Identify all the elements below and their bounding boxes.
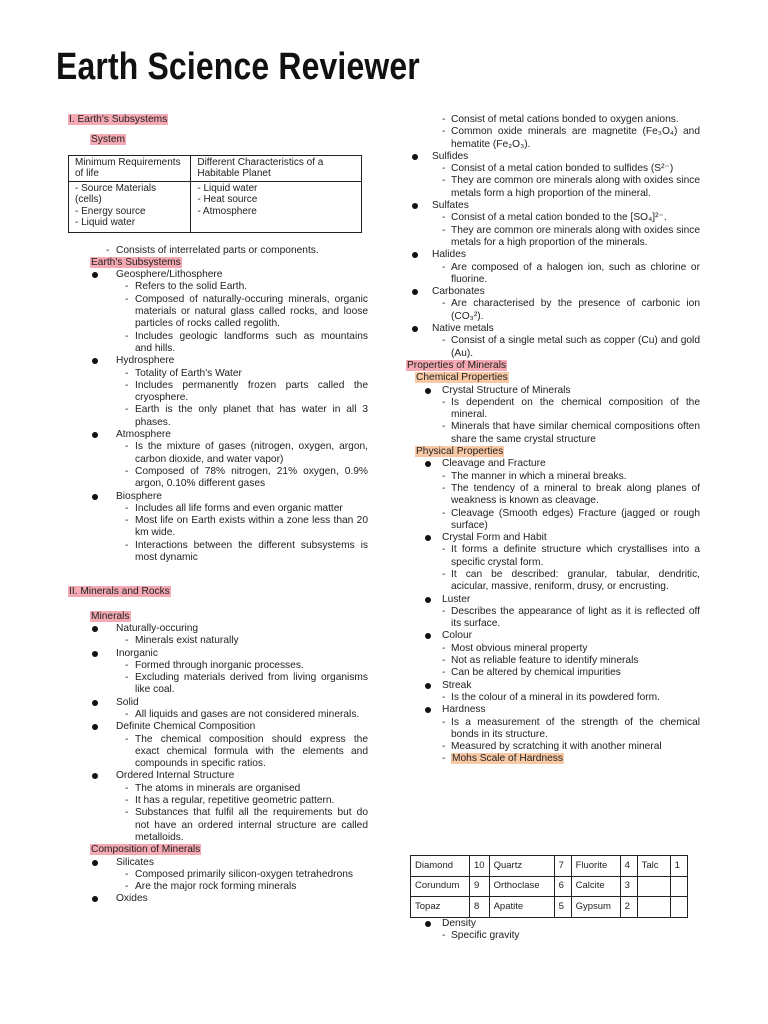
mineral-class: Carbonates	[406, 286, 700, 298]
physical-properties-heading: Physical Properties	[416, 446, 504, 458]
list-item: - It forms a definite structure which crystallises into a specific crystal form.	[406, 544, 700, 569]
system-label: System	[91, 134, 125, 146]
property-name: Cleavage and Fracture	[406, 458, 700, 470]
property-name: Hardness	[406, 704, 700, 716]
list-item: - Common oxide minerals are magnetite (Fe₃O₄) and hematite (Fe₂O₃).	[406, 126, 700, 151]
table-cell: Corundum	[411, 876, 470, 897]
table-cell	[637, 897, 670, 918]
list-item: - Refers to the solid Earth.	[68, 281, 368, 293]
list-item: - Are characterised by the presence of carbonic ion (CO₃²).	[406, 298, 700, 323]
table-cell	[637, 876, 670, 897]
list-item: - They are common ore minerals along with oxides since metals form a high proportion of the mineral.	[406, 175, 700, 200]
left-column	[68, 114, 368, 906]
list-item: - It can be described: granular, tabular, dendritic, acicular, massive, reniform, drusy, or encrusting.	[406, 569, 700, 594]
section-heading-minerals-rocks: II. Minerals and Rocks	[69, 586, 170, 598]
list-item: - Excluding materials derived from living organisms like coal.	[68, 672, 368, 697]
list-item: - Not as reliable feature to identify minerals	[406, 655, 700, 667]
list-item: - Consist of a single metal such as copper (Cu) and gold (Au).	[406, 335, 700, 360]
list-item: - Consist of metal cations bonded to oxygen anions.	[406, 114, 700, 126]
mineral-criterion: Solid	[68, 697, 368, 709]
list-item: - Are the major rock forming minerals	[68, 881, 368, 893]
table-cell: Talc	[637, 856, 670, 877]
mineral-class: Oxides	[68, 893, 368, 905]
table-row	[69, 181, 362, 232]
list-item: - Substances that fulfil all the requirements but do not have an ordered internal structure are called metalloids.	[68, 807, 368, 844]
list-item: - Composed primarily silicon-oxygen tetrahedrons	[68, 869, 368, 881]
property-name: Crystal Form and Habit	[406, 532, 700, 544]
list-item: - Earth is the only planet that has water in all 3 phases.	[68, 404, 368, 429]
table-cell-line: - Atmosphere	[197, 205, 257, 217]
list-item: - The atoms in minerals are organised	[68, 783, 368, 795]
list-item: - Describes the appearance of light as it is reflected off its surface.	[406, 606, 700, 631]
section-heading-subsystems: I. Earth's Subsystems	[69, 114, 168, 125]
list-item: - They are common ore minerals along with oxides since metals for a high proportion of the minerals.	[406, 225, 700, 250]
requirements-table	[68, 155, 362, 233]
composition-heading: Composition of Minerals	[91, 844, 201, 856]
table-header: Minimum Requirements of life	[69, 155, 191, 181]
subsystem-name: Geosphere/Lithosphere	[68, 269, 368, 281]
table-cell: Diamond	[411, 856, 470, 877]
list-item: - Measured by scratching it with another mineral	[406, 741, 700, 753]
page-title: Earth Science Reviewer	[56, 46, 420, 88]
minerals-heading: Minerals	[91, 610, 130, 622]
system-note: - Consists of interrelated parts or components.	[68, 245, 368, 257]
table-cell: Topaz	[411, 897, 470, 918]
table-cell	[670, 876, 687, 897]
list-item: - Includes permanently frozen parts called the cryosphere.	[68, 380, 368, 405]
table-cell-line: - Liquid water	[197, 182, 258, 194]
list-item: - The manner in which a mineral breaks.	[406, 471, 700, 483]
mohs-hardness-table	[410, 855, 688, 918]
list-item: - Consist of a metal cation bonded to the [SO₄]²⁻.	[406, 212, 700, 224]
table-row	[69, 155, 362, 181]
list-item: - Most obvious mineral property	[406, 643, 700, 655]
property-name: Luster	[406, 594, 700, 606]
list-item: - Totality of Earth's Water	[68, 368, 368, 380]
list-item: - Minerals exist naturally	[68, 635, 368, 647]
table-cell: 8	[470, 897, 490, 918]
list-item: - Is a measurement of the strength of the chemical bonds in its structure.	[406, 717, 700, 742]
table-cell: Apatite	[489, 897, 554, 918]
table-cell: Fluorite	[571, 856, 620, 877]
table-cell: Quartz	[489, 856, 554, 877]
subsystem-name: Biosphere	[68, 491, 368, 503]
table-cell: 7	[554, 856, 571, 877]
list-item: - Can be altered by chemical impurities	[406, 667, 700, 679]
table-cell: Calcite	[571, 876, 620, 897]
table-cell-line: - Heat source	[197, 194, 258, 206]
mineral-class: Sulfates	[406, 200, 700, 212]
subsystems-heading: Earth's Subsystems	[91, 256, 181, 268]
property-name: Colour	[406, 630, 700, 642]
table-row	[411, 897, 688, 918]
list-item: - Minerals that have similar chemical compositions often share the same crystal structure	[406, 421, 700, 446]
list-item: - Composed of naturally-occuring minerals, organic materials or natural glass called rocks, and loose particles of rocks called regolith.	[68, 294, 368, 331]
mohs-scale-heading: Mohs Scale of Hardness	[452, 753, 563, 765]
table-header: Different Characteristics of a Habitable Planet	[191, 155, 362, 181]
subsystem-name: Atmosphere	[68, 429, 368, 441]
table-cell: 4	[620, 856, 637, 877]
list-item: - Is the mixture of gases (nitrogen, oxygen, argon, carbon dioxide, and water vapor)	[68, 441, 368, 466]
mineral-criterion: Inorganic	[68, 648, 368, 660]
table-cell: 5	[554, 897, 571, 918]
right-column: - Consist of metal cations bonded to oxygen anions. - Common oxide minerals are magnetite (Fe₃O₄) and hematite (Fe₂O₃). Sulfides - Consist of a metal cation bonded to sulfides (S²⁻) - They are common ore minerals along with oxides since metals form a high proportion of the mineral. Sulfates - Consist of a metal cation bonded to the [SO₄]²⁻. - They are common ore minerals along with oxides since metals for a high proportion of the minerals. Halides - Are composed of a halogen ion, such as chlorine or fluorine. Carbonates - Are characterised by the presence of carbonic ion (CO₃²). Native metals - Consist of a single metal such as copper (Cu) and gold (Au). Properties of Minerals Chemical Properties Crystal Structure of Minerals - Is dependent on the chemical composition of the mineral. - Minerals that have similar chemical compositions often share the same crystal structure Physical Properties Cleavage and Fracture - The manner in which a mineral breaks. - The tendency of a mineral to break along planes of weakness is known as cleavage. - Cleavage (Smooth edges) Fracture (jagged or rough surface) Crystal Form and Habit - It forms a definite structure which crystallises into a specific crystal form. - It can be described: granular, tabular, dendritic, acicular, massive, reniform, drusy, or encrusting. Luster - Describes the appearance of light as it is reflected off its surface. Colour - Most obvious mineral property - Not as reliable feature to identify minerals - Can be altered by chemical impurities Streak - Is the colour of a mineral in its powdered form. Hardness - Is a measurement of the strength of the chemical bonds in its structure. - Measured by scratching it with another mineral - Mohs Scale of Hardness	[406, 114, 700, 766]
mineral-class: Halides	[406, 249, 700, 261]
mineral-class: Native metals	[406, 323, 700, 335]
subsystem-name: Hydrosphere	[68, 355, 368, 367]
table-cell-line: - Energy source	[75, 205, 146, 217]
list-item: - Composed of 78% nitrogen, 21% oxygen, 0.9% argon, 0.10% different gases	[68, 466, 368, 491]
chemical-properties-heading: Chemical Properties	[416, 372, 508, 384]
list-item: - Includes all life forms and even organic matter	[68, 503, 368, 515]
table-cell: 3	[620, 876, 637, 897]
table-cell: Gypsum	[571, 897, 620, 918]
table-cell: 6	[554, 876, 571, 897]
table-cell	[69, 181, 191, 232]
property-name: Density	[406, 918, 700, 930]
list-item: - The tendency of a mineral to break along planes of weakness is known as cleavage.	[406, 483, 700, 508]
table-cell	[670, 897, 687, 918]
table-cell: 10	[470, 856, 490, 877]
density-block	[406, 918, 700, 943]
list-item: - Consist of a metal cation bonded to sulfides (S²⁻)	[406, 163, 700, 175]
list-item: - Specific gravity	[406, 930, 700, 942]
list-item: - Are composed of a halogen ion, such as chlorine or fluorine.	[406, 262, 700, 287]
list-item: - All liquids and gases are not considered minerals.	[68, 709, 368, 721]
mineral-class: Sulfides	[406, 151, 700, 163]
table-row	[411, 856, 688, 877]
table-cell	[191, 181, 362, 232]
list-item: - The chemical composition should express the exact chemical formula with the elements and compounds in specific ratios.	[68, 734, 368, 771]
list-item: - Most life on Earth exists within a zone less than 20 km wide.	[68, 515, 368, 540]
table-cell: 1	[670, 856, 687, 877]
table-cell: Orthoclase	[489, 876, 554, 897]
table-cell: 9	[470, 876, 490, 897]
property-name: Crystal Structure of Minerals	[406, 385, 700, 397]
list-item: - It has a regular, repetitive geometric pattern.	[68, 795, 368, 807]
table-cell-line: - Liquid water	[75, 217, 136, 229]
list-item: - Includes geologic landforms such as mountains and hills.	[68, 331, 368, 356]
table-cell: 2	[620, 897, 637, 918]
mineral-criterion: Naturally-occuring	[68, 623, 368, 635]
mineral-criterion: Definite Chemical Composition	[68, 721, 368, 733]
mineral-criterion: Ordered Internal Structure	[68, 770, 368, 782]
list-item: - Is dependent on the chemical composition of the mineral.	[406, 397, 700, 422]
properties-heading: Properties of Minerals	[407, 359, 507, 371]
property-name: Streak	[406, 680, 700, 692]
table-row	[411, 876, 688, 897]
list-item: - Interactions between the different subsystems is most dynamic	[68, 540, 368, 565]
table-cell-line: - Source Materials (cells)	[75, 182, 157, 206]
mineral-class: Silicates	[68, 857, 368, 869]
list-item: - Is the colour of a mineral in its powdered form.	[406, 692, 700, 704]
list-item: - Formed through inorganic processes.	[68, 660, 368, 672]
list-item: - Cleavage (Smooth edges) Fracture (jagged or rough surface)	[406, 508, 700, 533]
